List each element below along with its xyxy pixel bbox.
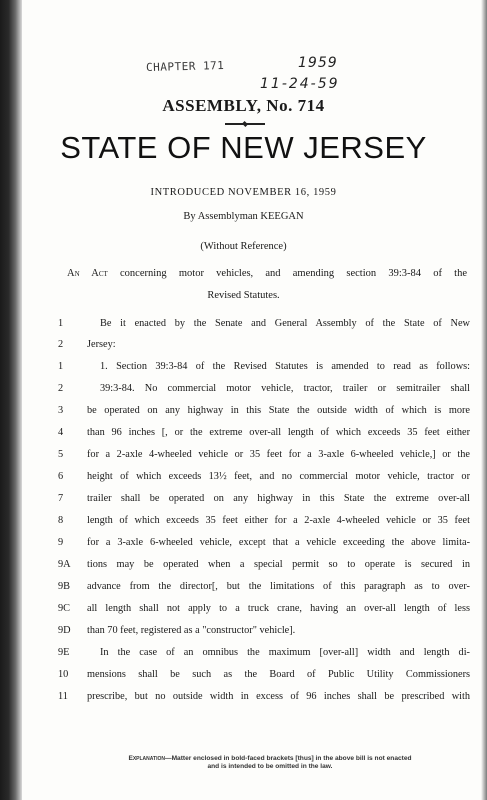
line-number: 9C [58, 603, 71, 614]
line-text: mensions shall be such as the Board of Public Utility Commissioners [87, 669, 470, 680]
line-text: 1. Section 39:3-84 of the Revised Statutes is amended to read as follows: [100, 361, 470, 372]
bill-line [0, 449, 487, 465]
sponsor: By Assemblyman KEEGAN [183, 211, 304, 222]
line-number: 9A [58, 559, 71, 570]
bill-line [0, 427, 487, 443]
line-text: Jersey: [87, 339, 116, 350]
explanation-footnote [90, 755, 450, 771]
line-text: 39:3-84. No commercial motor vehicle, tractor, trailer or semitrailer shall [100, 383, 470, 394]
line-text: for a 3-axle 6-wheeled vehicle, except that a vehicle exceeding the above limita- [87, 537, 470, 548]
footnote-text-2: and is intended to be omitted in the law. [207, 763, 333, 770]
title-divider [225, 123, 265, 125]
bill-line [0, 493, 487, 509]
line-number: 1 [58, 318, 64, 329]
bill-line [0, 669, 487, 685]
line-number: 1 [58, 361, 64, 372]
act-title-line-2: Revised Statutes. [207, 290, 280, 301]
line-number: 8 [58, 515, 64, 526]
reference-note: (Without Reference) [200, 241, 287, 252]
line-text: all length shall not apply to a truck crane, having an over-all length of less [87, 603, 470, 614]
footnote-label: Explanation [128, 755, 165, 762]
footnote-text-1: —Matter enclosed in bold-faced brackets [thus] in the above bill is not enacted [164, 755, 412, 762]
bill-line [0, 647, 487, 663]
bill-line [0, 603, 487, 619]
state-title: STATE OF NEW JERSEY [60, 130, 427, 165]
bill-line [0, 339, 487, 355]
line-number: 2 [58, 383, 64, 394]
line-text: length of which exceeds 35 feet either for a 2-axle 4-wheeled vehicle or 35 feet [87, 515, 470, 526]
line-text: prescribe, but no outside width in excess of 96 inches shall be prescribed with [87, 691, 470, 702]
bill-line [0, 515, 487, 531]
act-title-line-1 [67, 268, 467, 279]
line-number: 4 [58, 427, 64, 438]
handwritten-year: 1959 [298, 55, 338, 71]
bill-line [0, 471, 487, 487]
line-text: for a 2-axle 4-wheeled vehicle or 35 feet for a 3-axle 6-wheeled vehicle,] or the [87, 449, 470, 460]
line-number: 11 [58, 691, 68, 702]
line-number: 3 [58, 405, 64, 416]
bill-line [0, 625, 487, 641]
line-text: tions may be operated when a special permit so to operate is secured in [87, 559, 470, 570]
line-number: 5 [58, 449, 64, 460]
assembly-number: ASSEMBLY, No. 714 [162, 96, 325, 115]
line-number: 9E [58, 647, 70, 658]
introduced-date: INTRODUCED NOVEMBER 16, 1959 [150, 187, 337, 198]
handwritten-date [256, 76, 340, 92]
line-number: 10 [58, 669, 69, 680]
line-number: 9B [58, 581, 71, 592]
line-number: 9 [58, 537, 64, 548]
bill-line [0, 405, 487, 421]
line-text: advance from the director[, but the limitations of this paragraph as to over- [87, 581, 470, 592]
line-text: height of which exceeds 13½ feet, and no commercial motor vehicle, tractor or [87, 471, 470, 482]
bill-line [0, 318, 487, 334]
line-text: In the case of an omnibus the maximum [over-all] width and length di- [100, 647, 470, 658]
bill-line [0, 383, 487, 399]
bill-line [0, 581, 487, 597]
line-text: than 96 inches [, or the extreme over-all length of which exceeds 35 feet either [87, 427, 470, 438]
bill-line [0, 559, 487, 575]
bill-line [0, 691, 487, 707]
line-number: 6 [58, 471, 64, 482]
act-caption: An Act [67, 268, 108, 279]
chapter-stamp: CHAPTER 171 [145, 58, 225, 75]
line-text: than 70 feet, registered as a "constructor" vehicle]. [87, 625, 296, 636]
line-text: Be it enacted by the Senate and General Assembly of the State of New [100, 318, 470, 329]
act-title-text: concerning motor vehicles, and amending section 39:3-84 of the [120, 268, 467, 279]
line-number: 2 [58, 339, 64, 350]
bill-line [0, 361, 487, 377]
line-text: be operated on any highway in this State the outside width of which is more [87, 405, 470, 416]
handwritten-date-value: 11-24-59 [260, 76, 340, 92]
line-number: 7 [58, 493, 64, 504]
line-number: 9D [58, 625, 71, 636]
bill-line [0, 537, 487, 553]
line-text: trailer shall be operated on any highway in this State the extreme over-all [87, 493, 470, 504]
